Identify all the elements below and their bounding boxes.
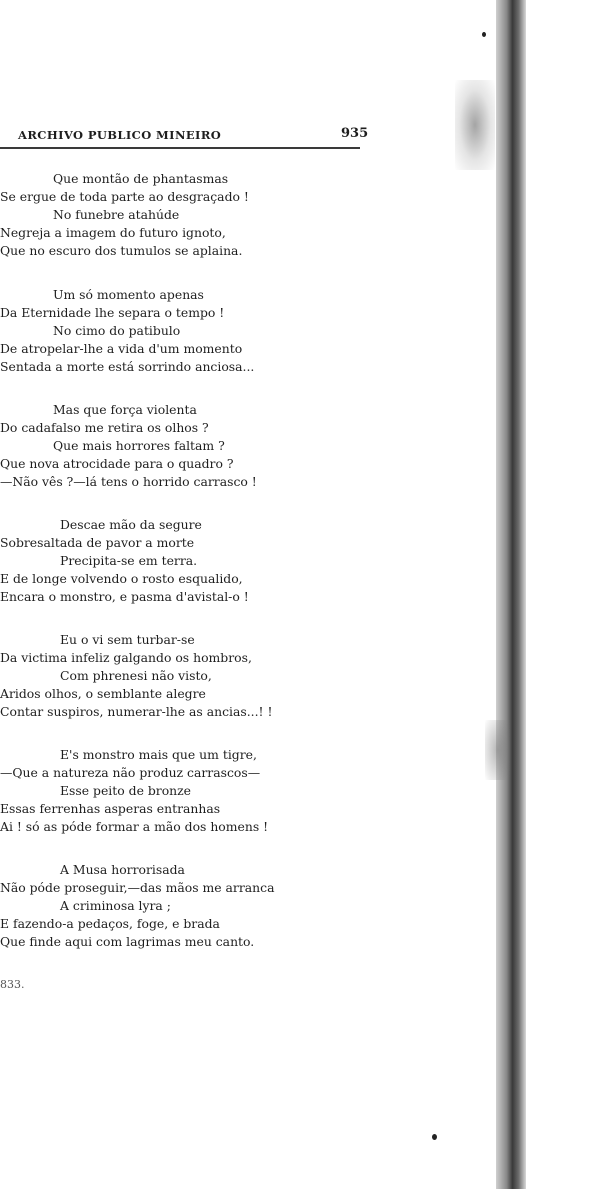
poem-line: No cimo do patibulo: [53, 323, 181, 338]
poem-line: Que mais horrores faltam ?: [53, 438, 225, 453]
poem-line: Essas ferrenhas asperas entranhas: [0, 801, 221, 816]
poem-line: Ai ! só as póde formar a mão dos homens !: [0, 819, 269, 834]
poem-line: Eu o vi sem turbar-se: [60, 632, 195, 647]
poem-line: Não póde proseguir,—das mãos me arranca: [0, 880, 275, 895]
poem-line: Da victima infeliz galgando os hombros,: [0, 650, 252, 665]
scan-shadow: [455, 80, 495, 170]
footnote-marker: 833.: [0, 978, 25, 991]
ink-speck: [482, 32, 486, 37]
poem-line: Descae mão da segure: [60, 517, 202, 532]
poem-line: Do cadafalso me retira os olhos ?: [0, 420, 209, 435]
binding-edge: [496, 0, 526, 1189]
poem-line: A Musa horrorisada: [60, 862, 185, 877]
poem-line: Que finde aqui com lagrimas meu canto.: [0, 934, 255, 949]
poem-line: Que montão de phantasmas: [53, 171, 229, 186]
poem-line: Um só momento apenas: [53, 287, 204, 302]
poem-line: Da Eternidade lhe separa o tempo !: [0, 305, 225, 320]
page-number: 935: [341, 126, 369, 141]
scan-shadow: [485, 720, 510, 780]
poem-line: E de longe volvendo o rosto esqualido,: [0, 571, 243, 586]
poem-line: Com phrenesi não visto,: [60, 668, 212, 683]
poem-line: Contar suspiros, numerar-lhe as ancias...! !: [0, 704, 273, 719]
poem-line: E fazendo-a pedaços, foge, e brada: [0, 916, 220, 931]
poem-line: Se ergue de toda parte ao desgraçado !: [0, 189, 249, 204]
poem-line: Mas que força violenta: [53, 402, 197, 417]
poem-line: Precipita-se em terra.: [60, 553, 198, 568]
poem-line: Sentada a morte está sorrindo anciosa...: [0, 359, 255, 374]
poem-line: A criminosa lyra ;: [60, 898, 171, 913]
header-rule: [0, 147, 360, 149]
poem-line: —Que a natureza não produz carrascos—: [0, 765, 261, 780]
poem-line: Negreja a imagem do futuro ignoto,: [0, 225, 226, 240]
poem-line: E's monstro mais que um tigre,: [60, 747, 257, 762]
ink-speck: [432, 1134, 437, 1140]
poem-line: Que no escuro dos tumulos se aplaina.: [0, 243, 243, 258]
poem-line: —Não vês ?—lá tens o horrido carrasco !: [0, 474, 257, 489]
poem-line: Encara o monstro, e pasma d'avistal-o !: [0, 589, 249, 604]
poem-line: Esse peito de bronze: [60, 783, 191, 798]
poem-line: Sobresaltada de pavor a morte: [0, 535, 195, 550]
poem-line: No funebre atahúde: [53, 207, 180, 222]
poem-line: De atropelar-lhe a vida d'um momento: [0, 341, 243, 356]
poem-line: Que nova atrocidade para o quadro ?: [0, 456, 234, 471]
running-title: ARCHIVO PUBLICO MINEIRO: [18, 128, 222, 142]
poem-line: Aridos olhos, o semblante alegre: [0, 686, 206, 701]
